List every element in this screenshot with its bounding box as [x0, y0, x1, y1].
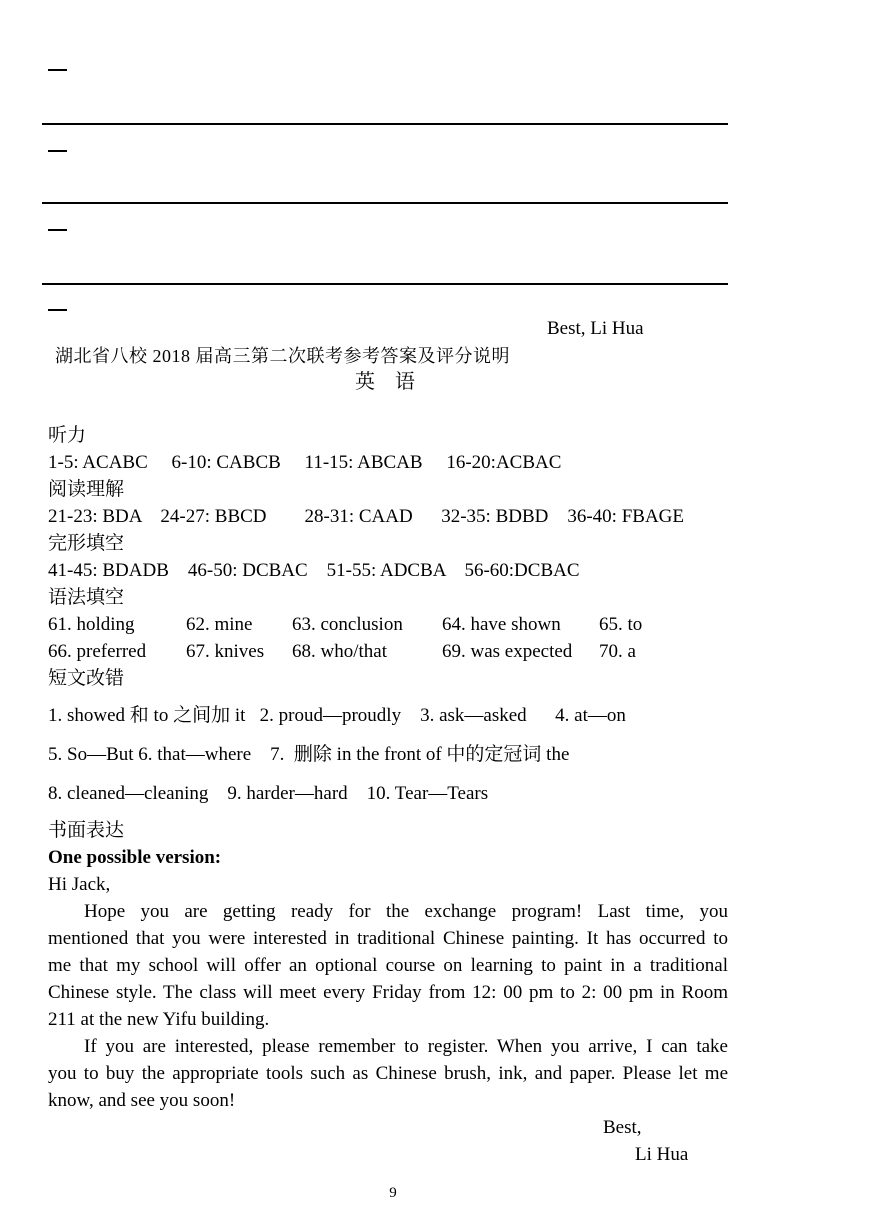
essay-line: 211 at the new Yifu building.	[48, 1009, 270, 1030]
blank-line-dash-2	[48, 150, 67, 152]
writing-rule-1	[42, 123, 728, 125]
essay-line: you to buy the appropriate tools such as Chinese brush, ink, and paper. Please let me	[48, 1063, 728, 1084]
correction-line-2: 5. So—But 6. that—where 7. 删除 in the front of 中的定冠词 the	[48, 744, 570, 765]
grammar-answer-65: 65. to	[599, 614, 643, 635]
grammar-answer-68: 68. who/that	[292, 641, 387, 662]
correction-line-1: 1. showed 和 to 之间加 it 2. proud—proudly 3. ask—asked 4. at—on	[48, 705, 626, 726]
page-number: 9	[389, 1185, 397, 1201]
document-title: 湖北省八校 2018 届高三第二次联考参考答案及评分说明	[55, 346, 510, 366]
signature-top: Best, Li Hua	[547, 318, 644, 339]
essay-line: mentioned that you were interested in traditional Chinese painting. It has occurred to	[48, 928, 728, 949]
cloze-heading: 完形填空	[48, 533, 125, 554]
grammar-answer-63: 63. conclusion	[292, 614, 403, 635]
grammar-answers-row-1	[48, 611, 728, 638]
essay-paragraph-1	[48, 898, 728, 1033]
grammar-answer-70: 70. a	[599, 641, 636, 662]
grammar-answer-62: 62. mine	[186, 614, 253, 635]
writing-heading: 书面表达	[48, 820, 125, 841]
writing-rule-2	[42, 202, 728, 204]
subject-title: 英 语	[355, 371, 415, 393]
essay-signature: Li Hua	[635, 1144, 689, 1165]
blank-line-dash-1	[48, 69, 67, 71]
essay-closing: Best,	[603, 1117, 642, 1138]
reading-heading: 阅读理解	[48, 479, 125, 500]
grammar-answers-row-2	[48, 638, 728, 665]
essay-paragraph-2	[48, 1033, 728, 1114]
grammar-answer-66: 66. preferred	[48, 641, 147, 662]
blank-line-dash-3	[48, 229, 67, 231]
correction-heading: 短文改错	[48, 668, 125, 689]
writing-rule-3	[42, 283, 728, 285]
grammar-heading: 语法填空	[48, 587, 125, 608]
essay-line: know, and see you soon!	[48, 1090, 236, 1111]
cloze-answers: 41-45: BDADB 46-50: DCBAC 51-55: ADCBA 56-60:DCBAC	[48, 560, 580, 581]
correction-line-3: 8. cleaned—cleaning 9. harder—hard 10. Tear—Tears	[48, 783, 489, 804]
essay-line: me that my school will offer an optional course on learning to paint in a traditional	[48, 955, 728, 976]
listening-answers: 1-5: ACABC 6-10: CABCB 11-15: ABCAB 16-20:ACBAC	[48, 452, 562, 473]
blank-line-dash-4	[48, 309, 67, 311]
grammar-answer-61: 61. holding	[48, 614, 135, 635]
answer-body	[48, 422, 728, 1168]
listening-heading: 听力	[48, 425, 87, 446]
grammar-answer-69: 69. was expected	[442, 641, 573, 662]
essay-line: If you are interested, please remember to register. When you arrive, I can take	[84, 1036, 728, 1057]
grammar-answer-64: 64. have shown	[442, 614, 561, 635]
grammar-answer-67: 67. knives	[186, 641, 265, 662]
essay-line: Hope you are getting ready for the exchange program! Last time, you	[84, 901, 728, 922]
writing-version-label: One possible version:	[48, 847, 222, 868]
reading-answers: 21-23: BDA 24-27: BBCD 28-31: CAAD 32-35: BDBD 36-40: FBAGE	[48, 506, 684, 527]
essay-line: Chinese style. The class will meet every Friday from 12: 00 pm to 2: 00 pm in Room	[48, 982, 728, 1003]
writing-salutation: Hi Jack,	[48, 874, 111, 895]
